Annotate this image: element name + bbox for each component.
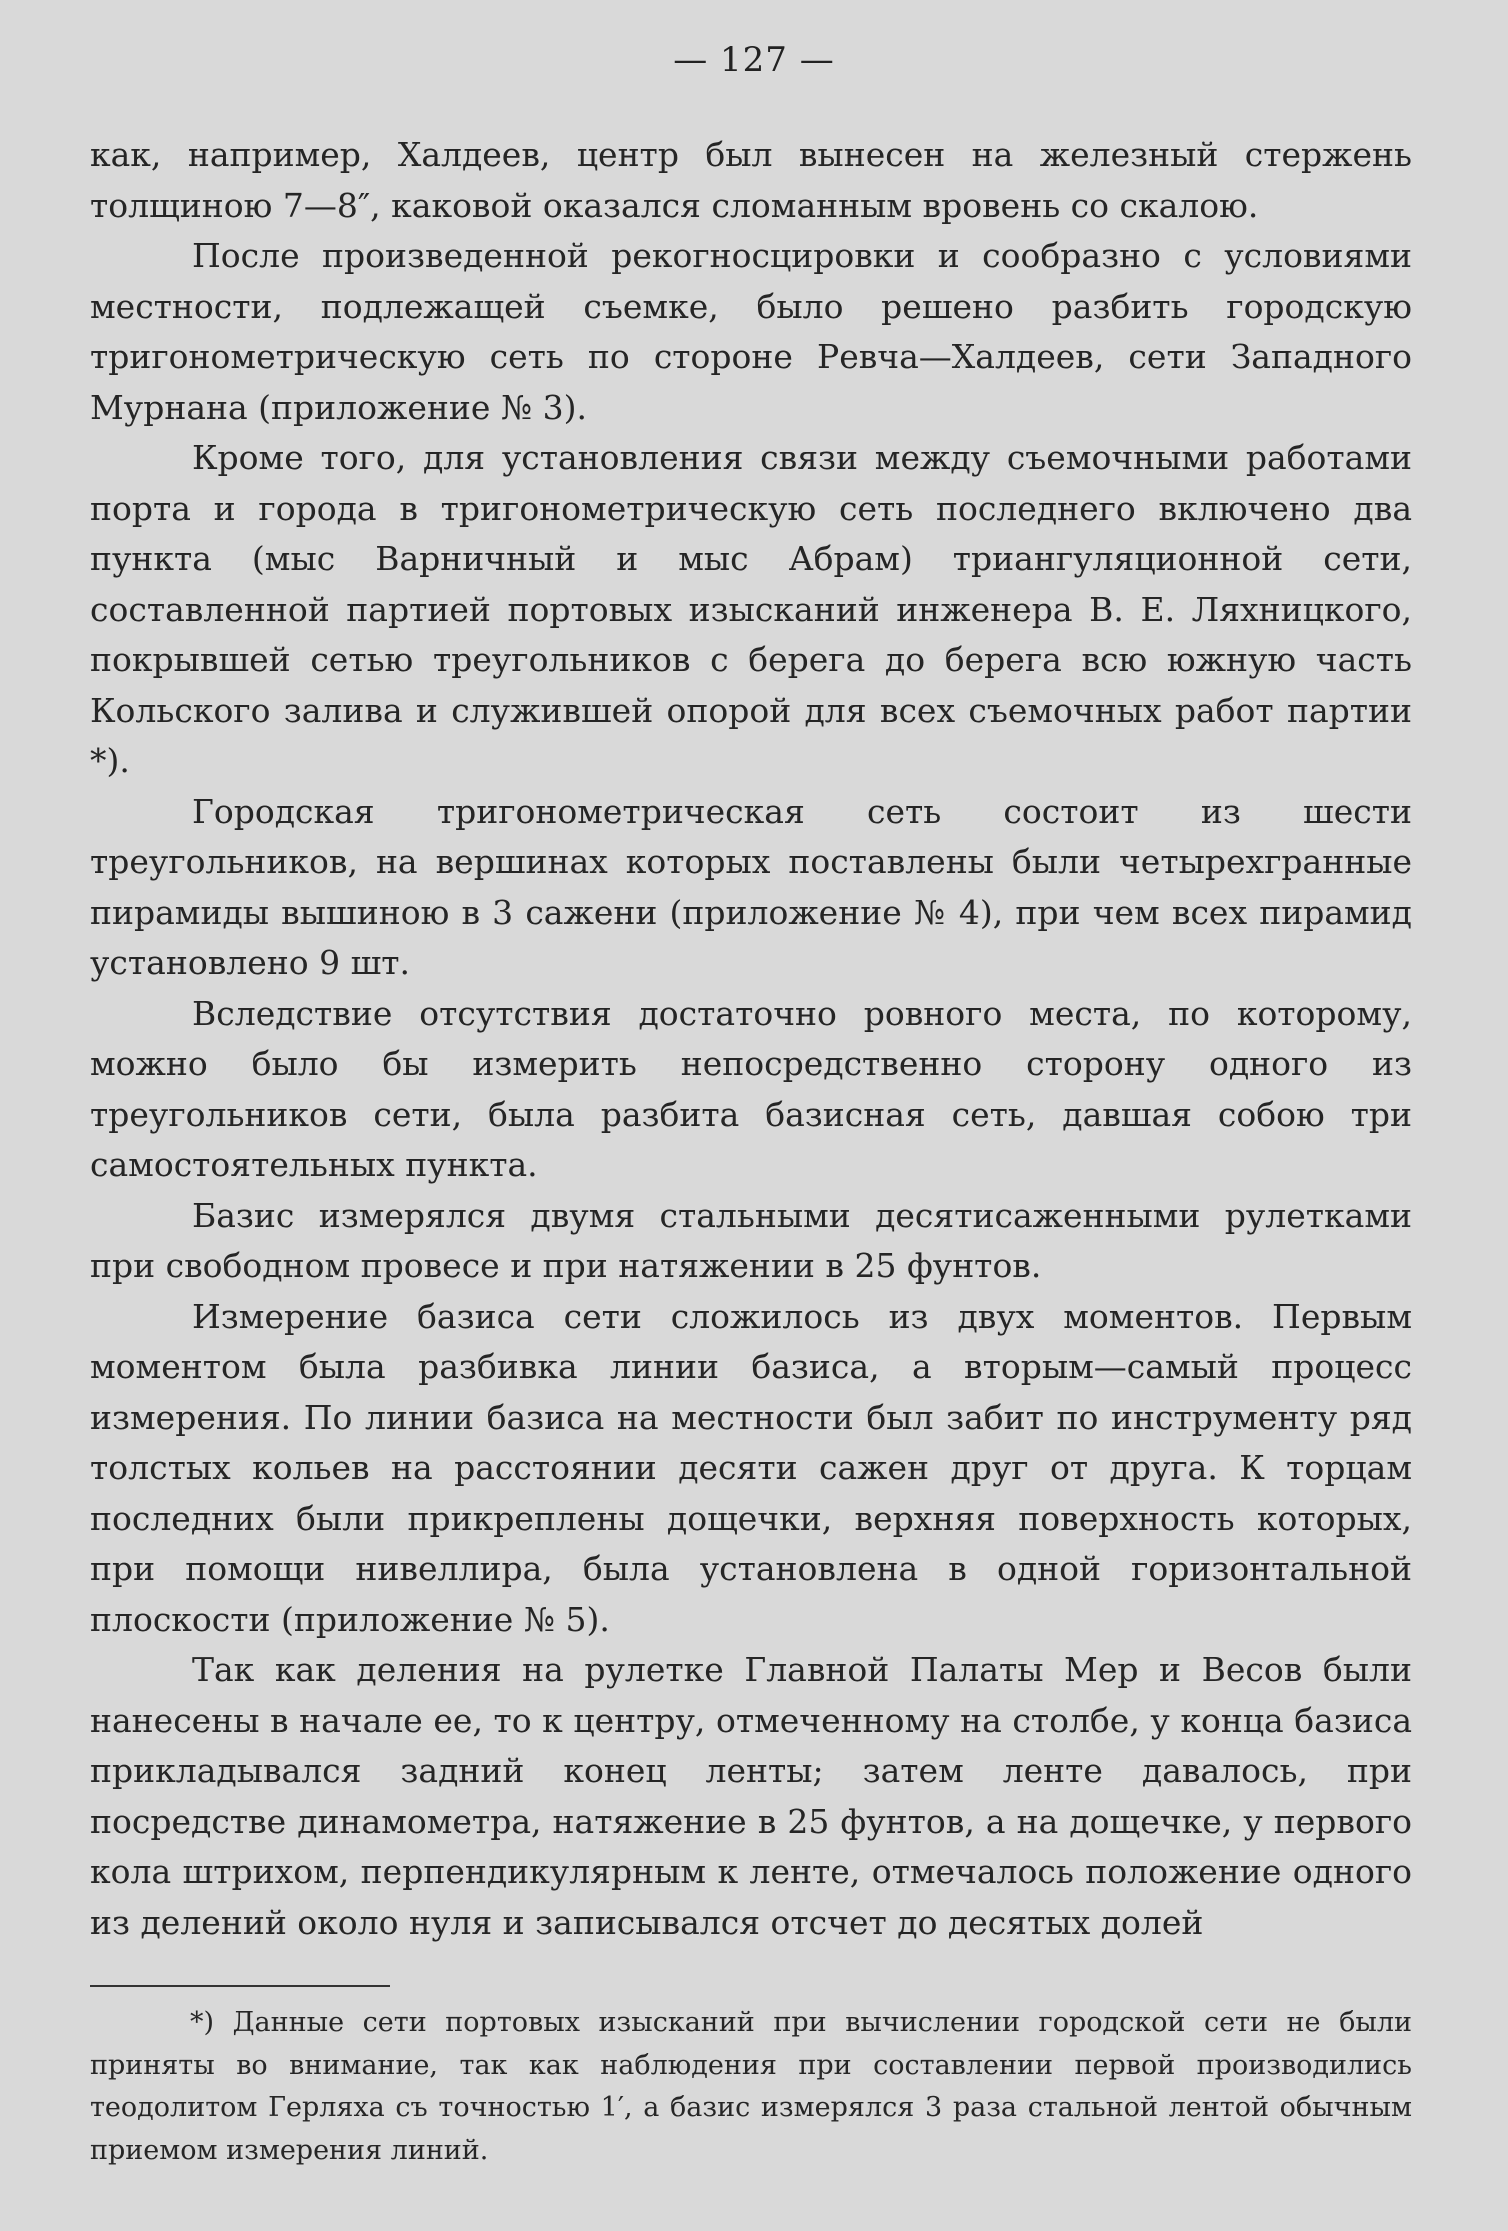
paragraph: как, например, Халдеев, центр был вынесен на железный стержень толщиною 7—8″, каковой оказался сломанным вровень со скалою. bbox=[90, 135, 1412, 225]
page-number: — 127 — bbox=[673, 40, 835, 80]
body-text bbox=[90, 130, 1412, 1948]
paragraph: Измерение базиса сети сложилось из двух моментов. Первым моментом была разбивка линии базиса, а вторым—самый процесс измерения. По линии базиса на местности был забит по инструменту ряд толстых кольев на расстоянии десяти сажен друг от друга. К торцам последних были прикреплены дощечки, верхняя поверхность которых, при помощи нивеллира, была установлена в одной горизонтальной плоскости (приложение № 5). bbox=[90, 1296, 1412, 1639]
footnote-divider bbox=[90, 1985, 390, 1987]
paragraph: Так как деления на рулетке Главной Палаты Мер и Весов были нанесены в начале ее, то к центру, отмеченному на столбе, у конца базиса прикладывался задний конец ленты; затем ленте давалось, при посредстве динамометра, натяжение в 25 фунтов, а на дощечке, у первого кола штрихом, перпендикулярным к ленте, отмечалось положение одного из делений около нуля и записывался отсчет до десятых долей bbox=[90, 1650, 1412, 1942]
paragraph: Базис измерялся двумя стальными десятисаженными рулетками при свободном провесе и при натяжении в 25 фунтов. bbox=[90, 1195, 1412, 1285]
paragraph: Городская тригонометрическая сеть состоит из шести треугольников, на вершинах которых поставлены были четырехгранные пирамиды вышиною в 3 сажени (приложение № 4), при чем всех пирамид установлено 9 шт. bbox=[90, 791, 1412, 982]
paragraph: Вследствие отсутствия достаточно ровного места, по которому, можно было бы измерить непосредственно сторону одного из треугольников сети, была разбита базисная сеть, давшая собою три самостоятельных пункта. bbox=[90, 993, 1412, 1184]
footnote: *) Данные сети портовых изысканий при вычислении городской сети не были приняты во внимание, так как наблюдения при составлении первой производились теодолитом Герляха съ точностью 1′, а базис измерялся 3 раза стальной лентой обычным приемом измерения линий. bbox=[90, 2007, 1412, 2166]
paragraph: После произведенной рекогносцировки и сообразно с условиями местности, подлежащей съемке, было решено разбить городскую тригонометрическую сеть по стороне Ревча—Халдеев, сети Западного Мурнана (приложение № 3). bbox=[90, 236, 1412, 427]
paragraph: Кроме того, для установления связи между съемочными работами порта и города в тригонометрическую сеть последнего включено два пункта (мыс Варничный и мыс Абрам) триангуляционной сети, составленной партией портовых изысканий инженера В. Е. Ляхницкого, покрывшей сетью треугольников с берега до берега всю южную часть Кольского залива и служившей опорой для всех съемочных работ партии *). bbox=[90, 438, 1412, 780]
